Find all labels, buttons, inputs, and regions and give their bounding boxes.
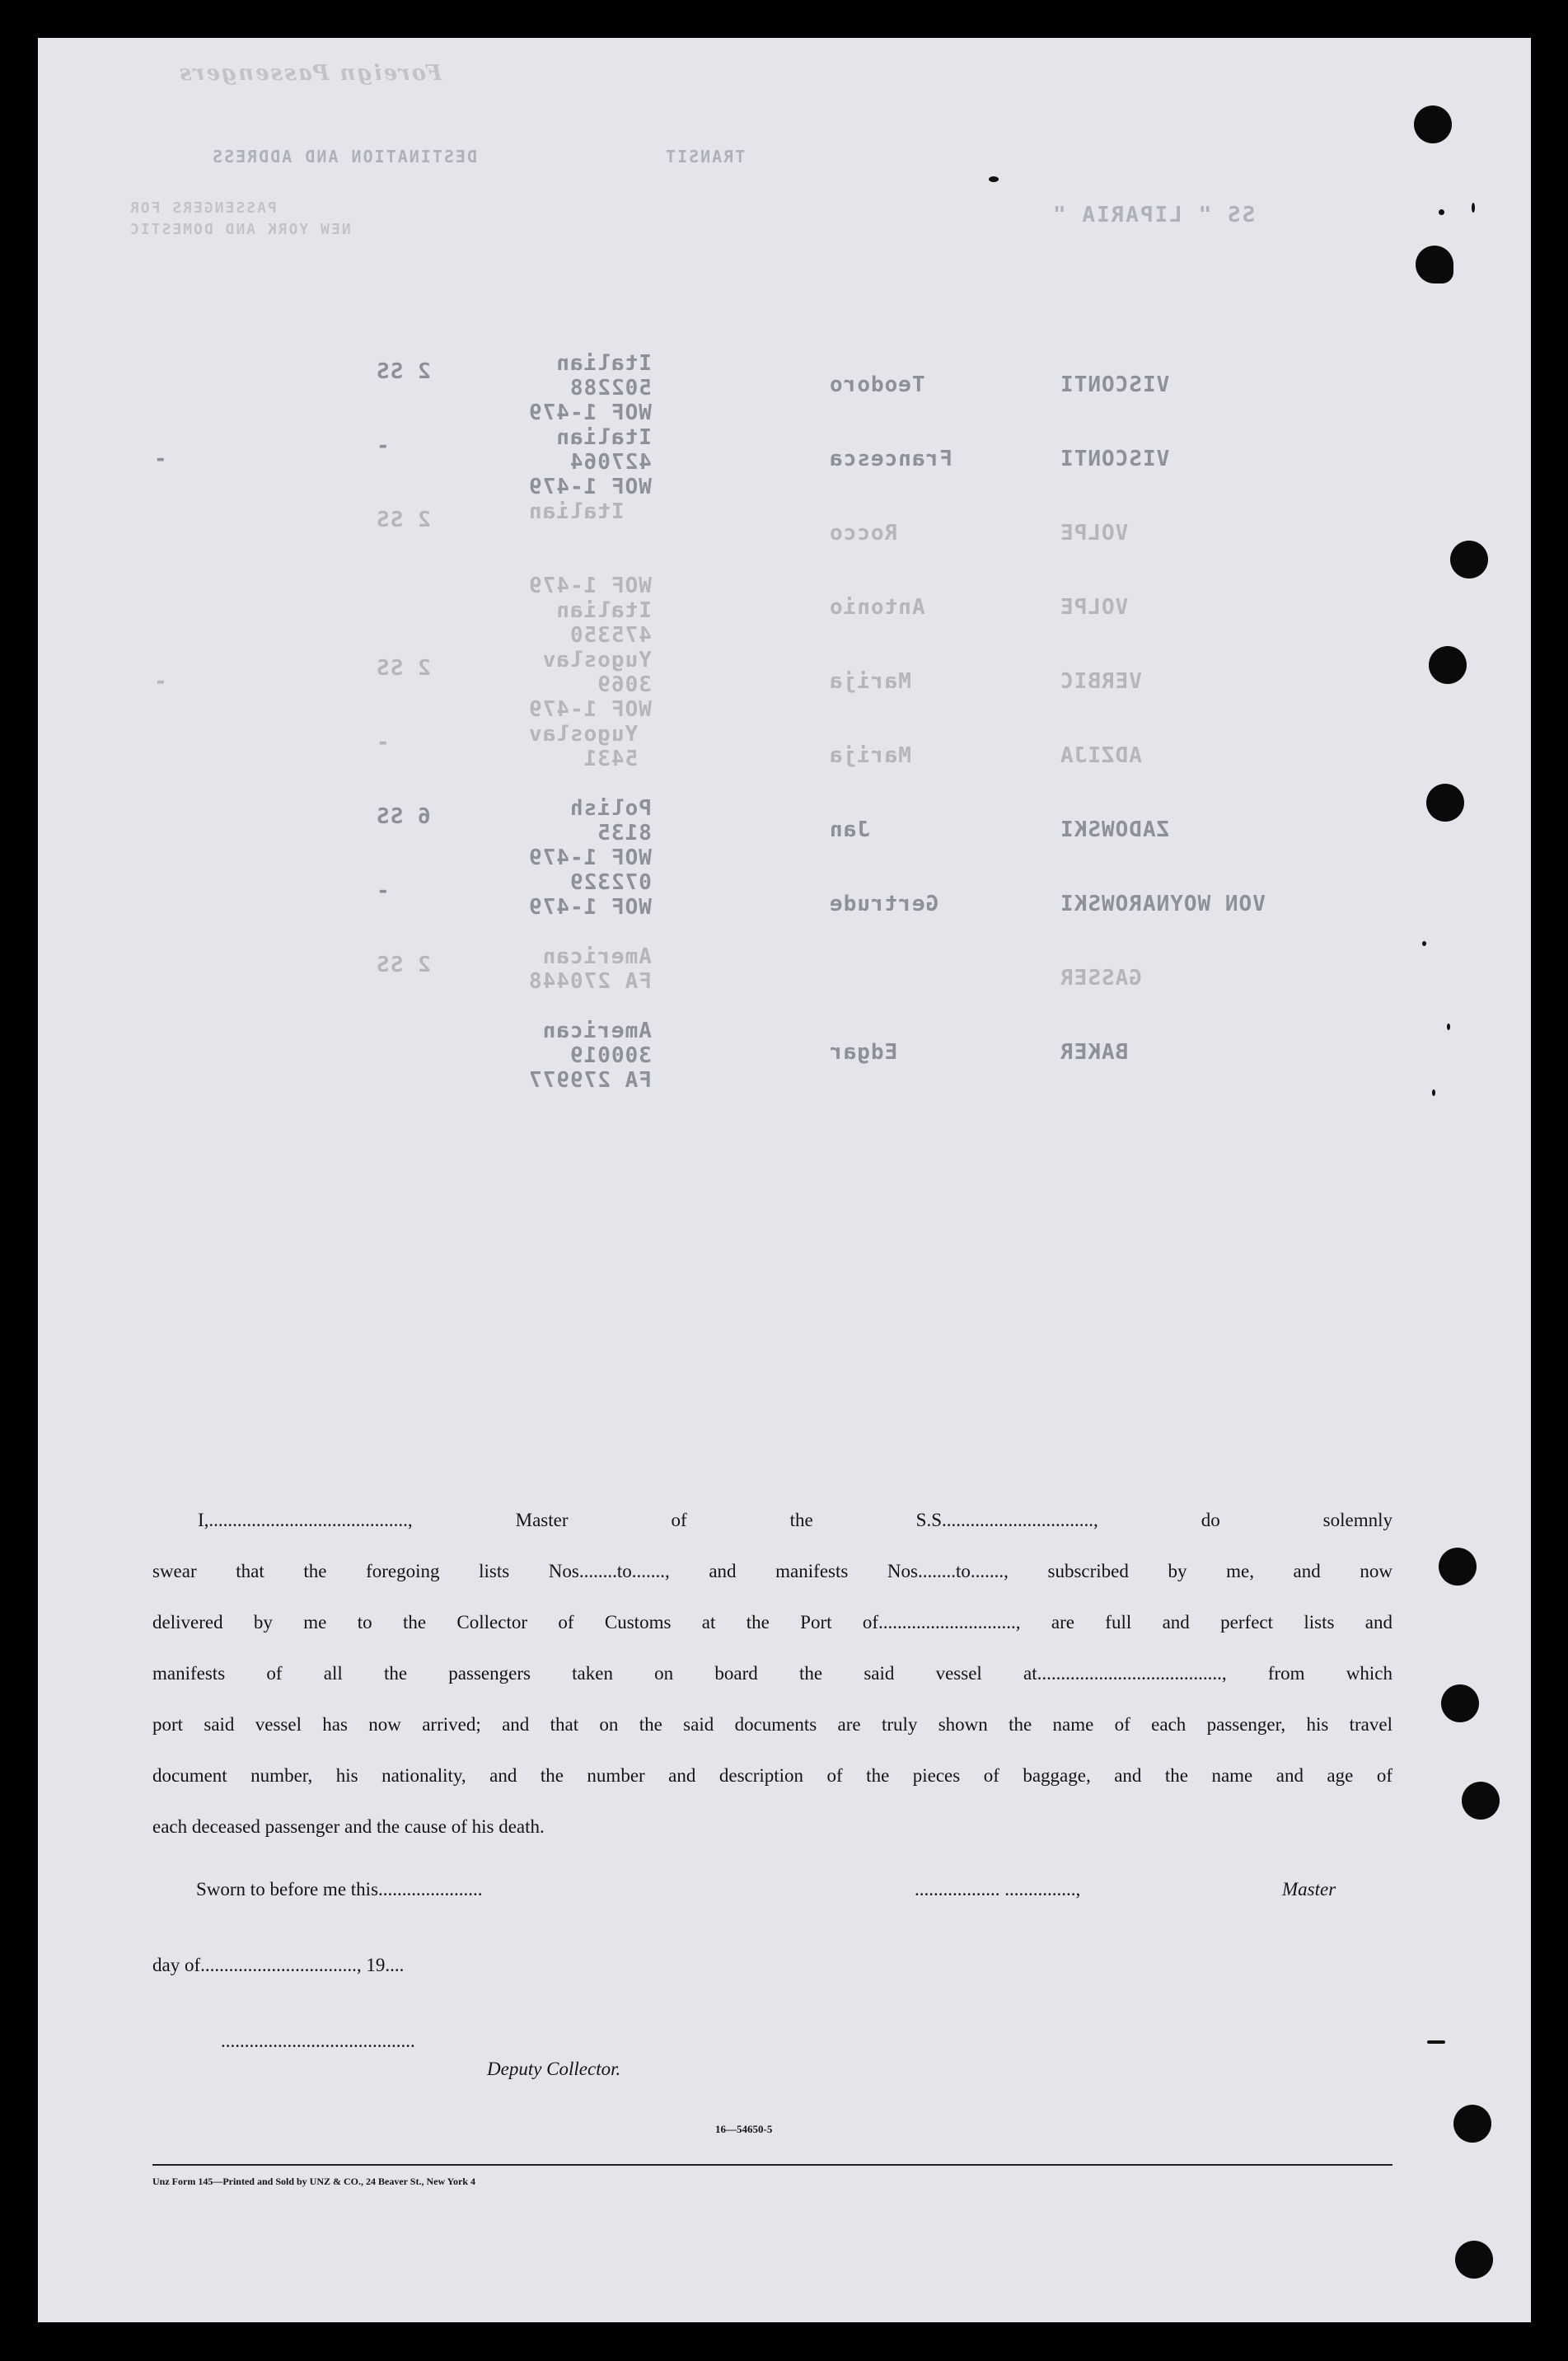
passenger-baggage: 2 SS bbox=[376, 359, 431, 384]
punch-hole bbox=[1462, 1782, 1500, 1820]
manifest-row bbox=[38, 574, 1531, 648]
manifest-row bbox=[38, 722, 1531, 796]
passenger-surname: GASSER bbox=[1060, 966, 1142, 991]
passenger-document: Yugoslav 5431 bbox=[528, 722, 639, 771]
punch-hole bbox=[1455, 2241, 1493, 2279]
ghost-transit-label: TRANSIT bbox=[664, 147, 746, 166]
passenger-document: WOF 1-479 Italian 475350 bbox=[528, 574, 652, 648]
manifest-row bbox=[38, 1019, 1531, 1093]
manifest-row bbox=[38, 796, 1531, 870]
oath-line-5: port said vessel has now arrived; and that on the said documents are truly shown the name of each passenger, his travel bbox=[152, 1714, 1392, 1735]
punch-hole bbox=[1416, 246, 1453, 283]
passenger-given-name: Edgar bbox=[829, 1040, 898, 1065]
footer-rule bbox=[152, 2164, 1392, 2166]
passenger-surname: VOLPE bbox=[1060, 595, 1129, 620]
oath-line-4: manifests of all the passengers taken on board the said vessel at......................................., from which bbox=[152, 1663, 1392, 1684]
oath-line-7: each deceased passenger and the cause of his death. bbox=[152, 1816, 545, 1837]
passenger-given-name: Teodoro bbox=[829, 372, 925, 397]
passenger-baggage: 6 SS bbox=[376, 804, 431, 829]
ghost-new-york: NEW YORK AND DOMESTIC bbox=[129, 221, 351, 238]
ghost-destination-label: DESTINATION AND ADDRESS bbox=[211, 147, 477, 166]
passenger-baggage: 2 SS bbox=[376, 953, 431, 977]
manifest-row bbox=[38, 499, 1531, 574]
passenger-surname: VISCONTI bbox=[1060, 372, 1170, 397]
passenger-given-name: Gertrude bbox=[829, 892, 939, 916]
manifest-row bbox=[38, 944, 1531, 1019]
punch-hole bbox=[1439, 1548, 1477, 1586]
oath-block bbox=[152, 1495, 1392, 1853]
passenger-surname: VON WOYNAROWSKI bbox=[1060, 892, 1266, 916]
passenger-baggage: 2 SS bbox=[376, 656, 431, 681]
passenger-document: American 300019 FA 279977 bbox=[528, 1019, 652, 1093]
passenger-surname: VERBIC bbox=[1060, 669, 1142, 694]
ink-speck bbox=[1427, 2040, 1445, 2044]
ghost-handwritten-header: Foreign Passengers bbox=[178, 61, 442, 86]
passenger-document: American FA 270448 bbox=[528, 944, 652, 994]
punch-hole bbox=[1453, 2105, 1491, 2143]
oath-line-2: swear that the foregoing lists Nos........to......., and manifests Nos........to......., subscribed by me, and now bbox=[152, 1561, 1392, 1581]
form-number: 16—54650-5 bbox=[715, 2123, 773, 2135]
passenger-given-name: Francesca bbox=[829, 447, 953, 471]
passenger-surname: VISCONTI bbox=[1060, 447, 1170, 471]
passenger-document: Polish 8135 WOF 1-479 bbox=[528, 796, 652, 870]
passenger-document: Italian 427064 WOF 1-479 bbox=[528, 425, 652, 499]
passenger-given-name: Marija bbox=[829, 669, 911, 694]
day-of-line: day of................................., 19.... bbox=[152, 1955, 405, 1975]
passenger-surname: VOLPE bbox=[1060, 521, 1129, 546]
passenger-given-name: Jan bbox=[829, 817, 870, 842]
ghost-passengers-for: PASSENGERS FOR bbox=[129, 199, 277, 217]
ink-speck bbox=[1439, 209, 1444, 215]
passenger-mark: - bbox=[153, 669, 167, 694]
ink-speck bbox=[1472, 203, 1475, 213]
manifest-row bbox=[38, 351, 1531, 425]
ghost-ship-name: SS " LIPARIA " bbox=[1051, 203, 1256, 227]
ink-speck bbox=[989, 176, 999, 182]
master-label: Master bbox=[1282, 1879, 1336, 1900]
oath-line-6: document number, his nationality, and the number and description of the pieces of baggage, and the name and age of bbox=[152, 1765, 1392, 1786]
manifest-page bbox=[38, 38, 1531, 2322]
passenger-document: 072329 WOF 1-479 bbox=[528, 870, 652, 920]
passenger-baggage: 2 SS bbox=[376, 508, 431, 532]
passenger-given-name: Rocco bbox=[829, 521, 898, 546]
passenger-surname: BAKER bbox=[1060, 1040, 1129, 1065]
passenger-document: Yugoslav 3069 WOF 1-479 bbox=[528, 648, 652, 722]
passenger-baggage: - bbox=[376, 730, 390, 755]
passenger-document: Italian bbox=[528, 499, 625, 524]
punch-hole bbox=[1441, 1684, 1479, 1722]
sworn-line: Sworn to before me this...................... bbox=[196, 1879, 483, 1900]
printer-imprint: Unz Form 145—Printed and Sold by UNZ & CO., 24 Beaver St., New York 4 bbox=[152, 2176, 475, 2187]
deputy-dots: ......................................... bbox=[221, 2031, 415, 2051]
passenger-surname: ZADOWSKI bbox=[1060, 817, 1170, 842]
manifest-row bbox=[38, 425, 1531, 499]
passenger-document: Italian 502288 WOF 1-479 bbox=[528, 351, 652, 425]
master-dots: .................. ..............., bbox=[915, 1879, 1081, 1900]
passenger-given-name: Marija bbox=[829, 743, 911, 768]
manifest-row bbox=[38, 648, 1531, 722]
deputy-collector-label: Deputy Collector. bbox=[487, 2059, 621, 2079]
passenger-baggage: - bbox=[376, 878, 390, 903]
passenger-mark: - bbox=[153, 447, 167, 471]
manifest-row bbox=[38, 870, 1531, 944]
passenger-given-name: Antonio bbox=[829, 595, 925, 620]
passenger-surname: ADZIJA bbox=[1060, 743, 1142, 768]
oath-line-3: delivered by me to the Collector of Customs at the Port of............................., are full and perfect lists and bbox=[152, 1612, 1392, 1633]
oath-line-1: I,.........................................., Master of the S.S................................, do solemnly bbox=[198, 1510, 1392, 1530]
punch-hole bbox=[1414, 105, 1452, 143]
passenger-baggage: - bbox=[376, 433, 390, 458]
